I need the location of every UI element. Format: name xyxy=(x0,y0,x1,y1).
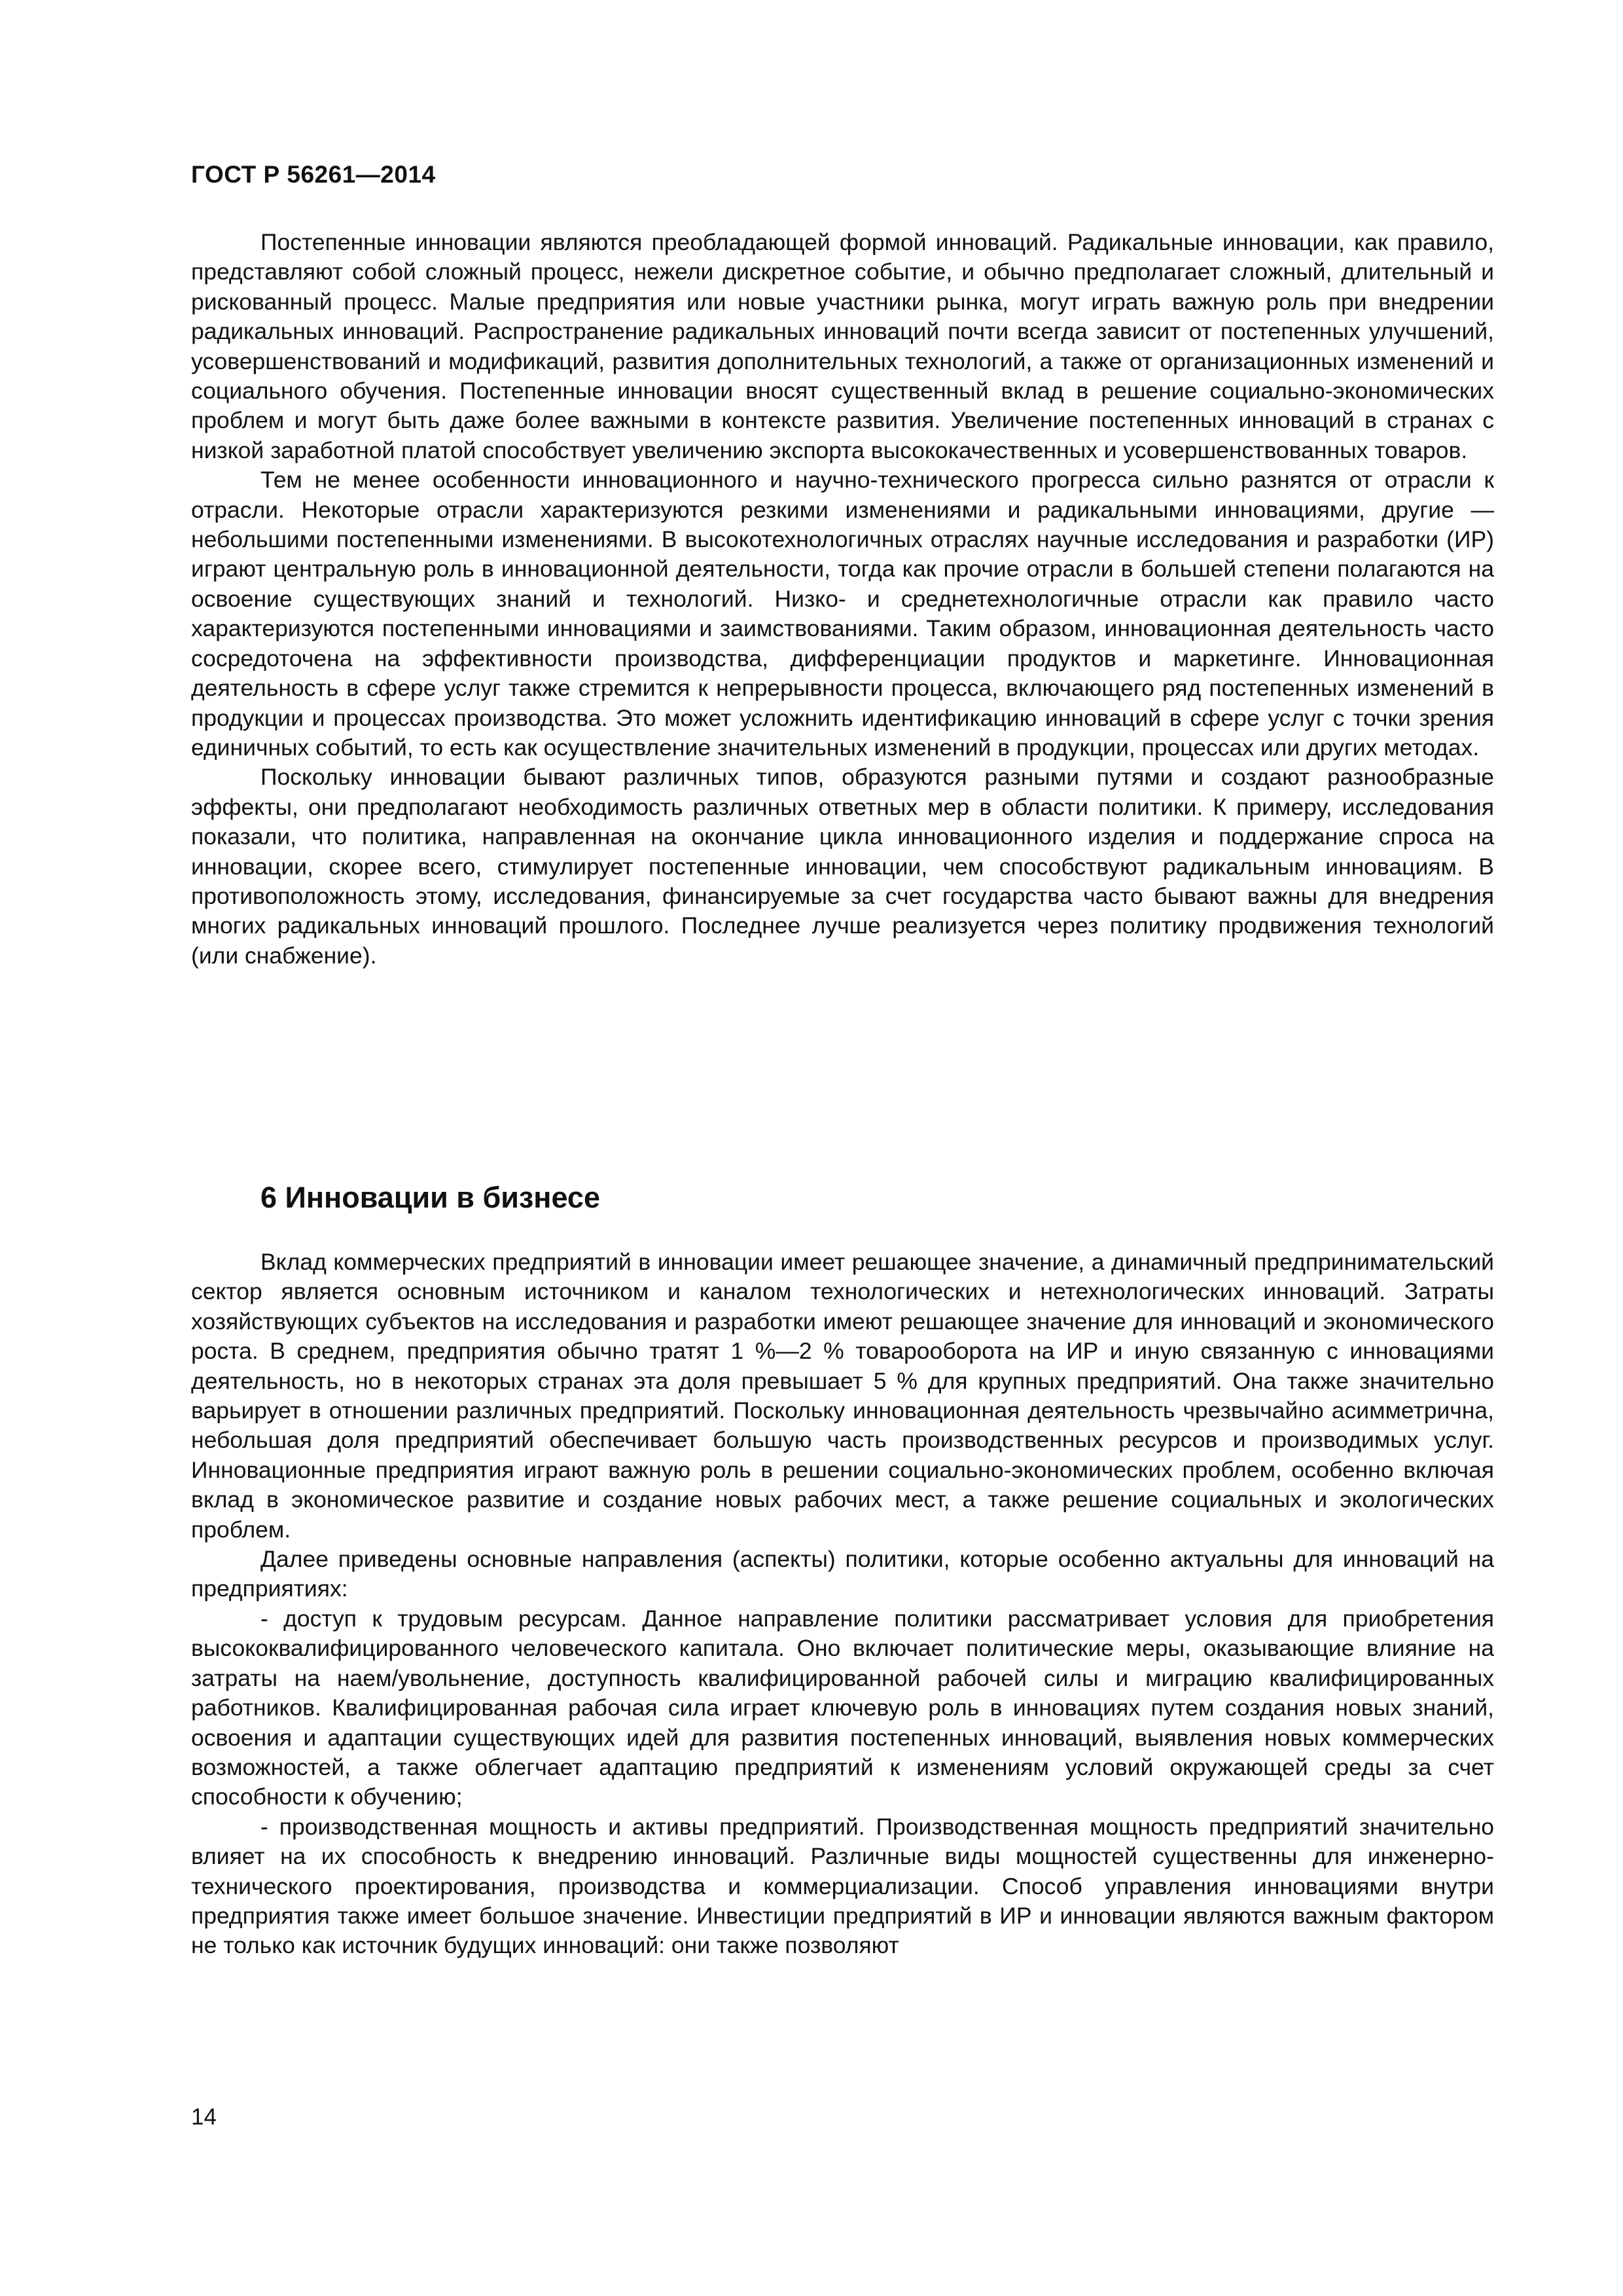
paragraph-policy-directions-intro: Далее приведены основные направления (аспекты) политики, которые особенно актуальны для инноваций на предприятиях: xyxy=(191,1546,1494,1602)
paragraph-business-contribution: Вклад коммерческих предприятий в инновации имеет решающее значение, а динамичный предпринимательский сектор является основным источником и каналом технологических и нетехнологических инноваций. Затраты хозяйствующих субъектов на исследования и разработки имеют решающее значение для инноваций и экономического роста. В среднем, предприятия обычно тратят 1 %—2 % товарооборота на ИР и иную связанную с инновациями деятельность, но в некоторых странах эта доля превышает 5 % для крупных предприятий. Она также значительно варьирует в отношении различных предприятий. Поскольку инновационная деятельность чрезвычайно асимметрична, небольшая доля предприятий обеспечивает большую часть производственных ресурсов и производимых услуг. Инновационные предприятия играют важную роль в решении социально-экономических проблем, особенно включая вклад в экономическое развитие и создание новых рабочих мест, а также решение социальных и экологических проблем. xyxy=(191,1249,1494,1543)
paragraph-policy-responses: Поскольку инновации бывают различных типов, образуются разными путями и создают разнообразные эффекты, они предполагают необходимость различных ответных мер в области политики. К примеру, исследования показали, что политика, направленная на окончание цикла инновационного изделия и поддержание спроса на инновации, скорее всего, стимулирует постепенные инновации, чем способствуют радикальным инновациям. В противоположность этому, исследования, финансируемые за счет государства часто бывают важны для внедрения многих радикальных инноваций прошлого. Последнее лучше реализуется через политику продвижения технологий (или снабжение). xyxy=(191,764,1494,969)
section-body xyxy=(191,1247,1494,1961)
paragraph-industry-differences: Тем не менее особенности инновационного и научно-технического прогресса сильно разнятся от отрасли к отрасли. Некоторые отрасли характеризуются резкими изменениями и радикальными инновациями, другие — небольшими постепенными изменениями. В высокотехнологичных отраслях научные исследования и разработки (ИР) играют центральную роль в инновационной деятельности, тогда как прочие отрасли в большей степени полагаются на освоение существующих знаний и технологий. Низко- и среднетехнологичные отрасли как правило часто характеризуются постепенными инновациями и заимствованиями. Таким образом, инновационная деятельность часто сосредоточена на эффективности производства, дифференциации продуктов и маркетинге. Инновационная деятельность в сфере услуг также стремится к непрерывности процесса, включающего ряд постепенных изменений в продукции и процессах производства. Это может усложнить идентификацию инноваций в сфере услуг с точки зрения единичных событий, то есть как осуществление значительных изменений в продукции, процессах или других методах. xyxy=(191,467,1494,761)
body-text-top xyxy=(191,228,1494,971)
list-item-production-capacity: - производственная мощность и активы предприятий. Производственная мощность предприятий значительно влияет на их способность к внедрению инноваций. Различные виды мощностей существенны для инженерно-технического проектирования, производства и коммерциализации. Способ управления инновациями внутри предприятия также имеет большое значение. Инвестиции предприятий в ИР и инновации являются важным фактором не только как источник будущих инноваций: они также позволяют xyxy=(191,1813,1494,1959)
page-number: 14 xyxy=(191,2104,217,2130)
section-heading: 6 Инновации в бизнесе xyxy=(260,1181,600,1214)
document-code-header: ГОСТ Р 56261—2014 xyxy=(191,161,436,188)
paragraph-incremental-innovations: Постепенные инновации являются преобладающей формой инноваций. Радикальные инновации, как правило, представляют собой сложный процесс, нежели дискретное событие, и обычно предполагает сложный, длительный и рискованный процесс. Малые предприятия или новые участники рынка, могут играть важную роль при внедрении радикальных инноваций. Распространение радикальных инноваций почти всегда зависит от постепенных улучшений, усовершенствований и модификаций, развития дополнительных технологий, а также от организационных изменений и социального обучения. Постепенные инновации вносят существенный вклад в решение социально-экономических проблем и могут быть даже более важными в контексте развития. Увеличение постепенных инноваций в странах с низкой заработной платой способствует увеличению экспорта высококачественных и усовершенствованных товаров. xyxy=(191,229,1494,463)
list-item-labor-access: - доступ к трудовым ресурсам. Данное направление политики рассматривает условия для приобретения высококвалифицированного человеческого капитала. Оно включает политические меры, оказывающие влияние на затраты на наем/увольнение, доступность квалифицированной рабочей силы и миграцию квалифицированных работников. Квалифицированная рабочая сила играет ключевую роль в инновациях путем создания новых знаний, освоения и адаптации существующих идей для развития постепенных инноваций, выявления новых коммерческих возможностей, а также облегчает адаптацию предприятий к изменениям условий окружающей среды за счет способности к обучению; xyxy=(191,1605,1494,1810)
